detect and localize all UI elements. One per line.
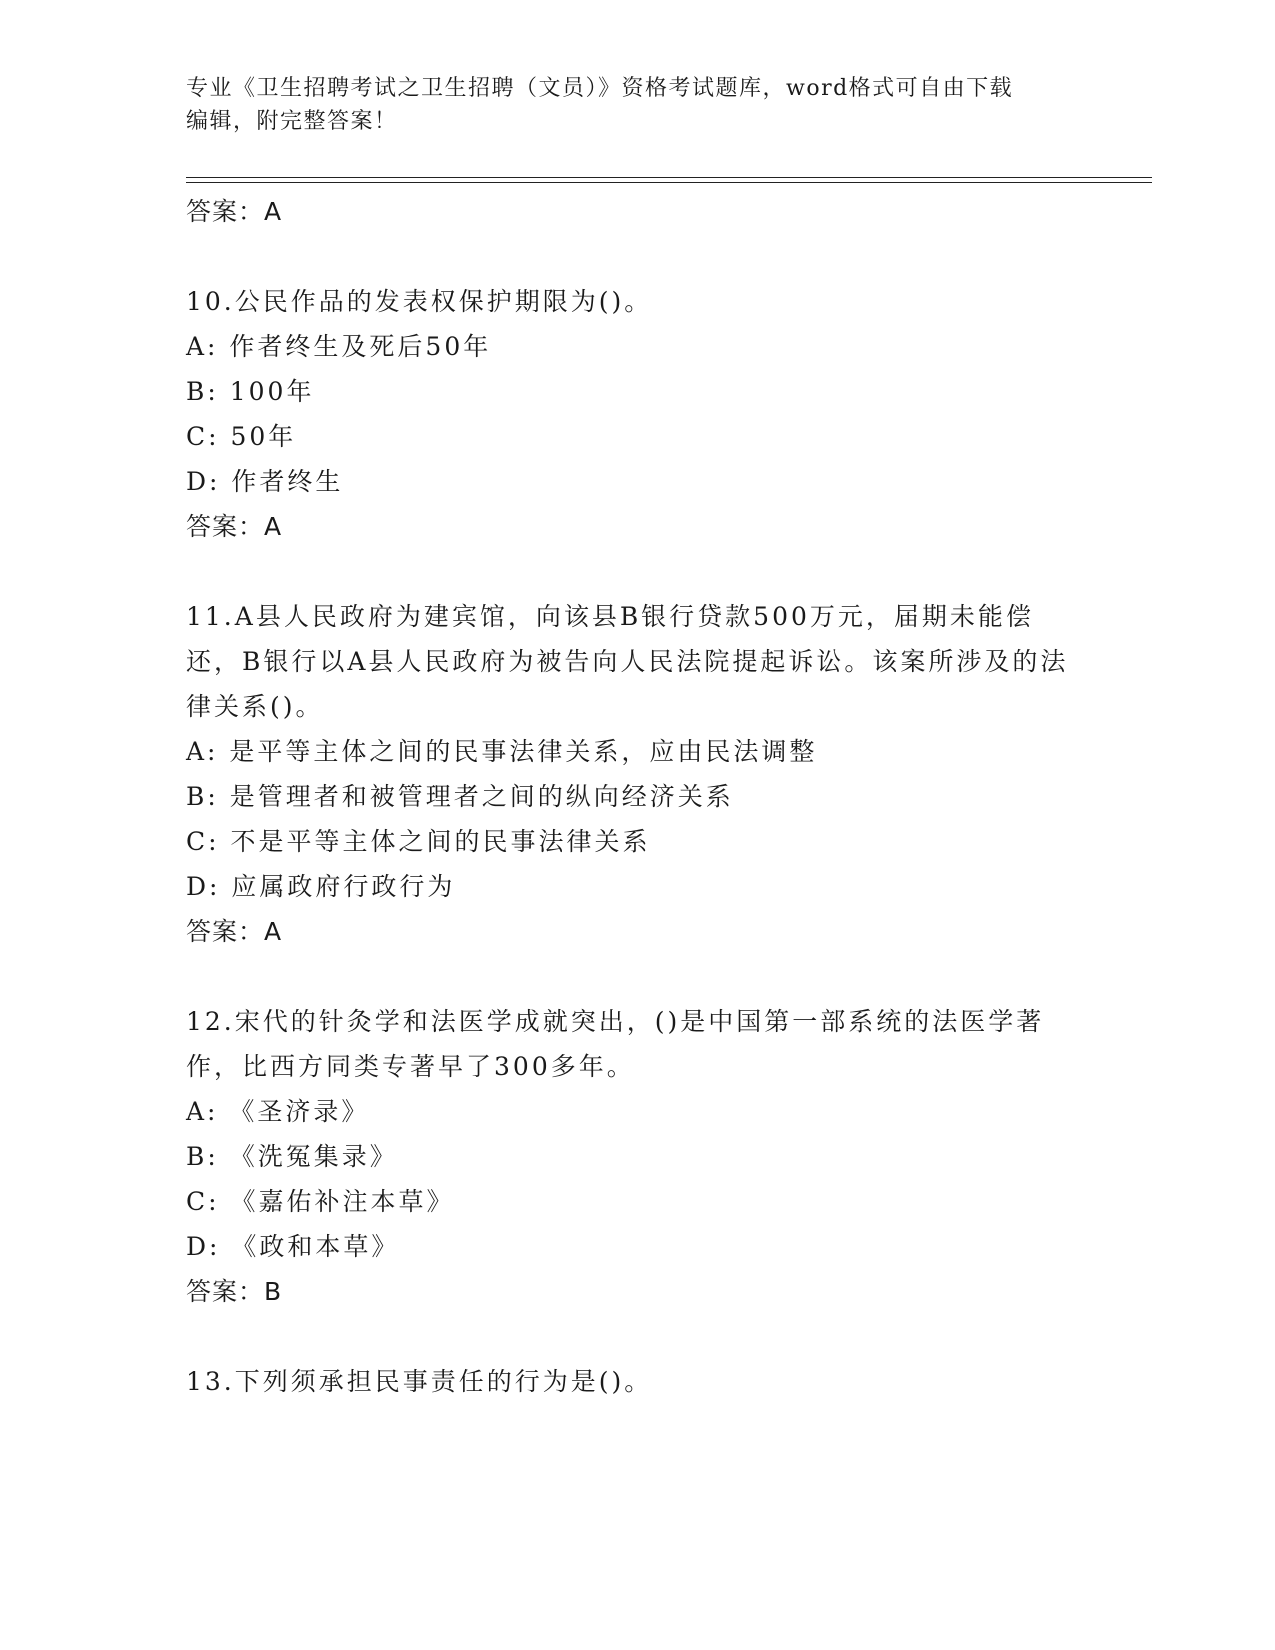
option-d: D: 作者终生 <box>186 467 344 496</box>
previous-answer: 答案：A <box>186 197 283 226</box>
option-b: B: 《洗冤集录》 <box>186 1142 398 1171</box>
question-stem: 12.宋代的针灸学和法医学成就突出，()是中国第一部系统的法医学著作，比西方同类专著早了300多年。 <box>186 1007 1045 1081</box>
question-12 <box>186 999 1086 1315</box>
option-b: B: 100年 <box>186 377 315 406</box>
question-stem: 10.公民作品的发表权保护期限为()。 <box>186 287 653 316</box>
option-a: A: 是平等主体之间的民事法律关系，应由民法调整 <box>186 737 818 766</box>
header-rule-top <box>186 177 1152 178</box>
header-line-2: 编辑，附完整答案！ <box>186 109 398 134</box>
header-line-1: 专业《卫生招聘考试之卫生招聘（文员）》资格考试题库，word格式可自由下载 <box>186 76 1014 101</box>
question-stem: 13.下列须承担民事责任的行为是()。 <box>186 1367 653 1396</box>
question-answer: 答案：A <box>186 917 283 946</box>
question-11 <box>186 594 1086 955</box>
option-c: C: 不是平等主体之间的民事法律关系 <box>186 827 651 856</box>
option-a: A: 作者终生及死后50年 <box>186 332 492 361</box>
option-a: A: 《圣济录》 <box>186 1097 370 1126</box>
header-rule-bottom <box>186 182 1152 183</box>
option-c: C: 《嘉佑补注本草》 <box>186 1187 455 1216</box>
question-13 <box>186 1359 1086 1404</box>
question-10 <box>186 279 1086 550</box>
option-c: C: 50年 <box>186 422 297 451</box>
option-d: D: 应属政府行政行为 <box>186 872 456 901</box>
document-header <box>186 72 1086 138</box>
option-d: D: 《政和本草》 <box>186 1232 400 1261</box>
question-stem: 11.A县人民政府为建宾馆，向该县B银行贷款500万元，届期未能偿还，B银行以A县人民政府为被告向人民法院提起诉讼。该案所涉及的法律关系()。 <box>186 602 1069 721</box>
question-list <box>186 186 1086 1404</box>
question-answer: 答案：A <box>186 512 283 541</box>
question-answer: 答案：B <box>186 1277 283 1306</box>
option-b: B: 是管理者和被管理者之间的纵向经济关系 <box>186 782 734 811</box>
